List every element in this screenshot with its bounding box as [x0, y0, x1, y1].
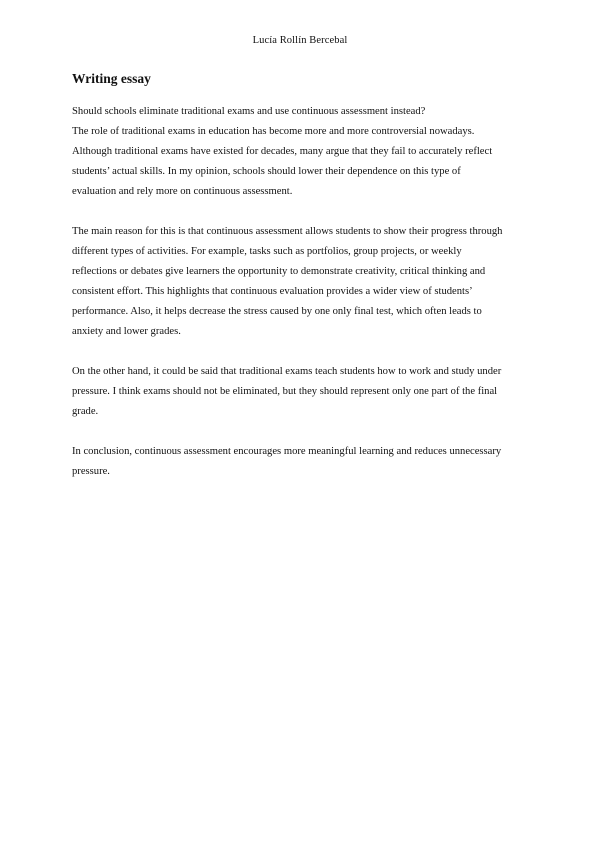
paragraph-line: students’ actual skills. In my opinion, schools should lower their dependence on this type of: [72, 166, 461, 177]
paragraph-line: different types of activities. For example, tasks such as portfolios, group projects, or weekly: [72, 246, 462, 257]
paragraph-intro: [72, 102, 528, 202]
paragraph-line: pressure.: [72, 466, 110, 477]
essay-title: Writing essay: [72, 71, 151, 86]
paragraph-line: The role of traditional exams in education has become more and more controversial nowadays.: [72, 126, 475, 137]
author-header: Lucía Rollín Bercebal: [252, 35, 348, 46]
paragraph-conclusion: [72, 442, 528, 482]
paragraph-spacer: [72, 202, 528, 222]
paragraph-line: Should schools eliminate traditional exams and use continuous assessment instead?: [72, 106, 426, 117]
paragraph-line: reflections or debates give learners the opportunity to demonstrate creativity, critical thinking and: [72, 266, 486, 277]
paragraph-line: grade.: [72, 406, 99, 417]
essay-body: [72, 70, 528, 482]
paragraph-line: On the other hand, it could be said that traditional exams teach students how to work and study under: [72, 366, 502, 377]
paragraph-line: Although traditional exams have existed for decades, many argue that they fail to accurately reflect: [72, 146, 493, 157]
paragraph-line: pressure. I think exams should not be eliminated, but they should represent only one part of the final: [72, 386, 498, 397]
paragraph-line: anxiety and lower grades.: [72, 326, 181, 337]
paragraph-line: In conclusion, continuous assessment encourages more meaningful learning and reduces unnecessary: [72, 446, 502, 457]
paragraph-line: The main reason for this is that continuous assessment allows students to show their progress through: [72, 226, 503, 237]
paragraph-spacer: [72, 342, 528, 362]
paragraph-line: evaluation and rely more on continuous assessment.: [72, 186, 293, 197]
paragraph-main-reason: [72, 222, 528, 342]
paragraph-spacer: [72, 422, 528, 442]
paragraph-line: consistent effort. This highlights that continuous evaluation provides a wider view of students’: [72, 286, 473, 297]
paragraph-counterargument: [72, 362, 528, 422]
paragraph-line: performance. Also, it helps decrease the stress caused by one only final test, which often leads to: [72, 306, 482, 317]
